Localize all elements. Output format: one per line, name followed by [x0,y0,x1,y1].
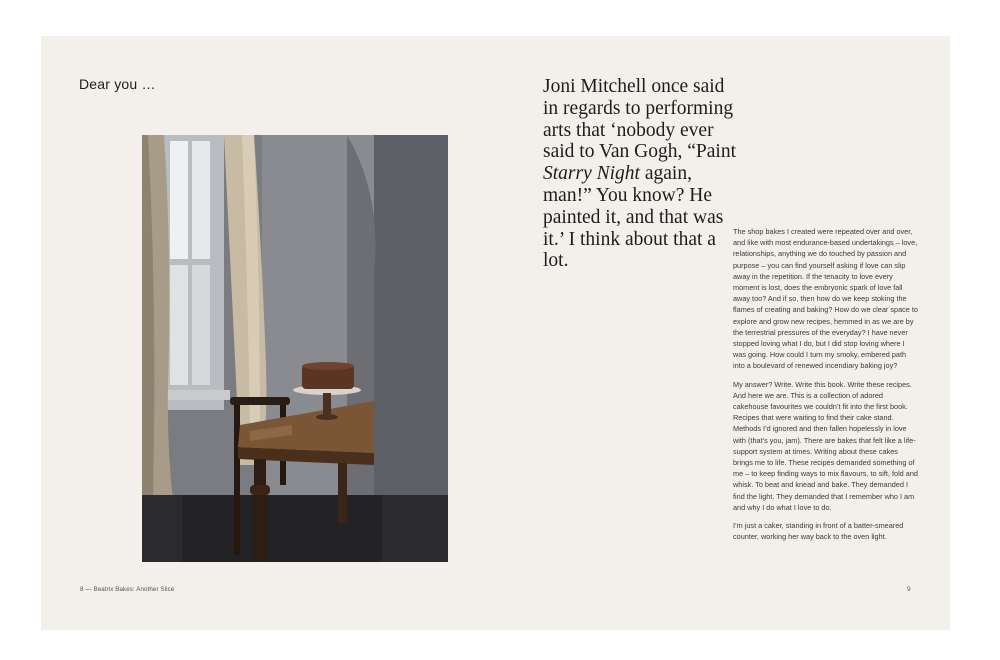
pull-quote [543,76,743,272]
pull-quote-italic-title: Starry Night [543,163,640,185]
right-page-number: 9 [907,586,911,593]
photo-cake-on-table [142,135,448,562]
body-paragraph: My answer? Write. Write this book. Write these recipes. And here we are. This is a collection of adored cakehouse favourites we couldn’t fit into the first book. Recipes that were waiting to find their cake stand. Methods I’d ignored and then fallen hopelessly in love with (that’s you, jam). There are bakes that felt like a life-support system at times. Writing about these cakes brings me to life. These recipes demanded something of me – to keep finding ways to mix flavours, to sift, fold and whisk. To beat and knead and bake. They demanded I find the light. They demanded that I remember who I am and why I do what I love to do. [733,379,918,512]
body-text [733,226,919,549]
page-heading: Dear you … [79,76,156,92]
pull-quote-part-2: again, man!” You know? He painted it, and that was it.’ I think about that a lot. [543,163,724,272]
left-page-footer: 8 — Beatrix Bakes: Another Slice [80,586,175,593]
body-paragraph: I’m just a caker, standing in front of a batter-smeared counter, working her way back to the oven light. [733,521,904,542]
pull-quote-part-1: Joni Mitchell once said in regards to performing arts that ‘nobody ever said to Van Gogh, “Paint [543,76,737,163]
book-spread [41,36,950,630]
body-paragraph: The shop bakes I created were repeated over and over, and like with most endurance-based undertakings – love, relationships, anything we do touched by passion and purpose – you can find yourself asking if love can slip away in the repetition. If the tenacity to love every moment is lost, does the embryonic spark of love fall away too? And if so, then how do we keep stoking the flames of creating and baking? How do we clear space to explore and grow new recipes, hemmed in as we are by the terrestrial pressures of the everyday? I have never stopped loving what I do, but I did stop loving where I was going. How could I turn my smoky, embered path into a boulevard of renewed incendiary baking joy? [733,227,918,371]
